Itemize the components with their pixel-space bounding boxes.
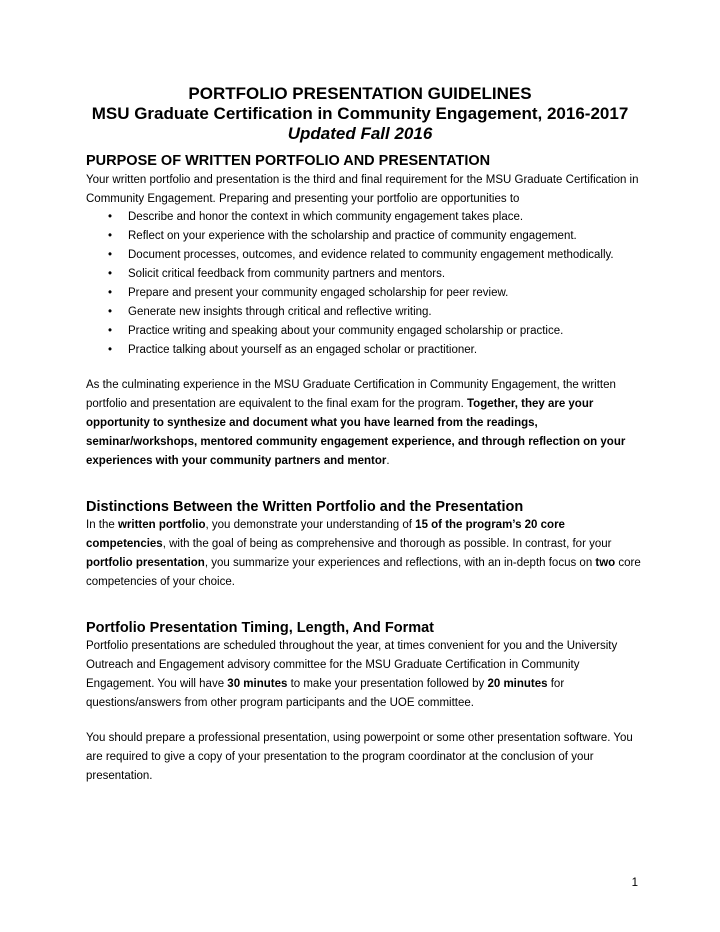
bullet-icon: • bbox=[107, 249, 113, 261]
purpose-heading: PURPOSE OF WRITTEN PORTFOLIO AND PRESENTATION bbox=[86, 153, 491, 169]
document-updated-date: Updated Fall 2016 bbox=[287, 124, 433, 143]
purpose-intro: Your written portfolio and presentation is the third and final requirement for the MSU Graduate Certification in Community Engagement. Preparing and presenting your portfolio are opportunities to bbox=[86, 174, 639, 205]
purpose-bullet-list bbox=[0, 208, 720, 360]
timing-paragraph: Portfolio presentations are scheduled throughout the year, at times convenient for you and the University Outreach and Engagement advisory committee for the MSU Graduate Certification in Community Engagement. You will have 30 minutes to make your presentation followed by 20 minutes for questions/answers from other program participants and the UOE committee. bbox=[86, 640, 618, 709]
presentation-requirements-paragraph: You should prepare a professional presentation, using powerpoint or some other presentation software. You are required to give a copy of your presentation to the program coordinator at the conclusion of your presentation. bbox=[86, 732, 633, 782]
list-item: • Reflect on your experience with the scholarship and practice of community engagement. bbox=[0, 227, 720, 246]
bullet-icon: • bbox=[107, 325, 113, 337]
document-title: PORTFOLIO PRESENTATION GUIDELINES bbox=[188, 84, 532, 103]
list-item: • Solicit critical feedback from community partners and mentors. bbox=[0, 265, 720, 284]
list-item: • Generate new insights through critical and reflective writing. bbox=[0, 303, 720, 322]
bullet-icon: • bbox=[107, 211, 113, 223]
bullet-icon: • bbox=[107, 344, 113, 356]
distinctions-paragraph: In the written portfolio, you demonstrate your understanding of 15 of the program’s 20 core competencies, with the goal of being as comprehensive and thorough as possible. In contrast, for your portfolio presentation, you summarize your experiences and reflections, with an in-depth focus on two core competencies of your choice. bbox=[86, 519, 641, 588]
document-subtitle: MSU Graduate Certification in Community Engagement, 2016-2017 bbox=[91, 104, 629, 123]
bullet-icon: • bbox=[107, 268, 113, 280]
bullet-icon: • bbox=[107, 230, 113, 242]
bullet-icon: • bbox=[107, 306, 113, 318]
timing-heading: Portfolio Presentation Timing, Length, And Format bbox=[86, 620, 434, 636]
culminating-emphasis: Together, they are your opportunity to synthesize and document what you have learned from the readings, seminar/workshops, mentored community engagement experience, and through reflection on your experiences with your community partners and mentor bbox=[86, 398, 626, 467]
page-number: 1 bbox=[631, 877, 638, 889]
bullet-icon: • bbox=[107, 287, 113, 299]
distinctions-heading: Distinctions Between the Written Portfolio and the Presentation bbox=[86, 499, 524, 515]
list-item: • Prepare and present your community engaged scholarship for peer review. bbox=[0, 284, 720, 303]
list-item: • Practice writing and speaking about your community engaged scholarship or practice. bbox=[0, 322, 720, 341]
list-item: • Practice talking about yourself as an engaged scholar or practitioner. bbox=[0, 341, 720, 360]
list-item: • Describe and honor the context in which community engagement takes place. bbox=[0, 208, 720, 227]
culminating-paragraph: As the culminating experience in the MSU Graduate Certification in Community Engagement, the written portfolio and presentation are equivalent to the final exam for the program. Together, they are your opportunity to synthesize and document what you have learned from the readings, seminar/workshops, mentored community engagement experience, and through reflection on your experiences with your community partners and mentor. bbox=[86, 379, 626, 467]
list-item: • Document processes, outcomes, and evidence related to community engagement methodically. bbox=[0, 246, 720, 265]
